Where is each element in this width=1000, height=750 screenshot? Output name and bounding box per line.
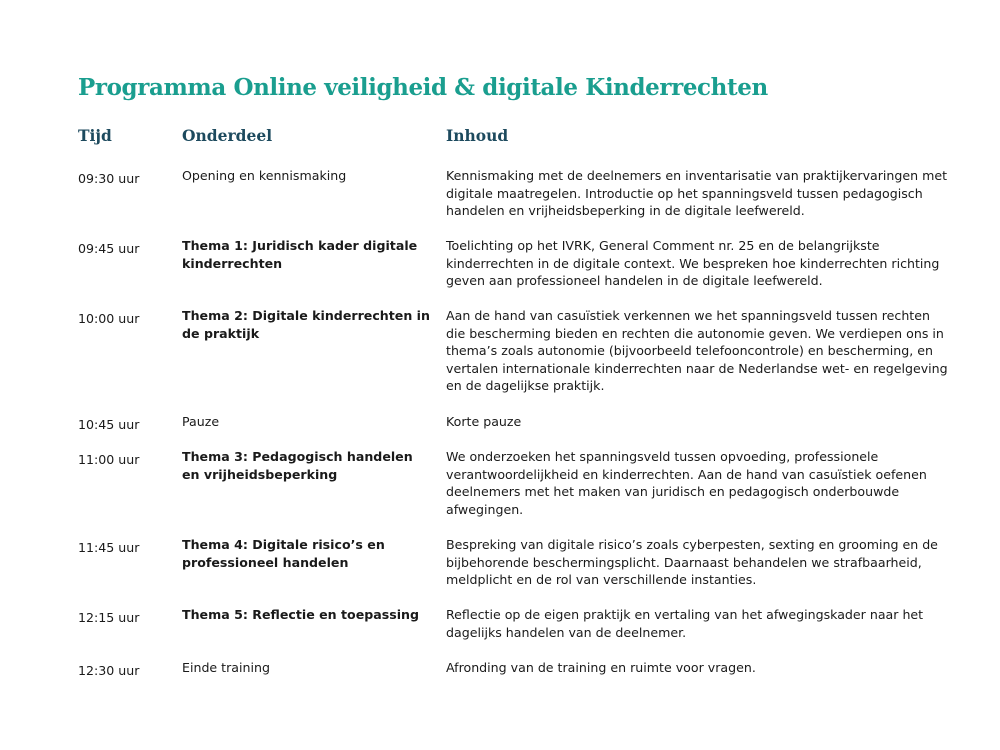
row-time: 11:45 uur	[78, 540, 140, 555]
row-part: Thema 1: Juridisch kader digitale kinderrechten	[182, 238, 418, 271]
row-time: 10:00 uur	[78, 311, 140, 326]
column-header-content: Inhoud	[446, 126, 509, 145]
row-content: Toelichting op het IVRK, General Comment nr. 25 en de belangrijkste kinderrechten in de digitale context. We bespreken hoe kinderrechten richting geven aan professioneel handelen in de digitale leefwereld.	[446, 238, 940, 288]
row-time: 12:30 uur	[78, 663, 140, 678]
column-header-time: Tijd	[78, 126, 112, 145]
row-part: Thema 5: Reflectie en toepassing	[182, 607, 420, 622]
row-time: 09:30 uur	[78, 171, 140, 186]
row-content: Kennismaking met de deelnemers en inventarisatie van praktijkervaringen met digitale maatregelen. Introductie op het spanningsveld tussen pedagogisch handelen en vrijheidsbeperking in de digitale leefwereld.	[446, 168, 948, 218]
row-time: 12:15 uur	[78, 610, 140, 625]
row-time: 10:45 uur	[78, 417, 140, 432]
row-content: Afronding van de training en ruimte voor vragen.	[446, 660, 756, 675]
row-part: Thema 3: Pedagogisch handelen en vrijheidsbeperking	[182, 449, 413, 482]
row-content: We onderzoeken het spanningsveld tussen opvoeding, professionele verantwoordelijkheid en kinderrechten. Aan de hand van casuïstiek oefenen deelnemers met het maken van juridisch en pedagogisch onderbouwde afwegingen.	[446, 449, 927, 517]
row-part: Thema 4: Digitale risico’s en professioneel handelen	[182, 537, 385, 570]
row-content: Korte pauze	[446, 414, 522, 429]
row-part: Einde training	[182, 660, 270, 675]
column-header-part: Onderdeel	[182, 126, 273, 145]
page-title: Programma Online veiligheid & digitale Kinderrechten	[78, 74, 768, 101]
row-part: Opening en kennismaking	[182, 168, 347, 183]
row-time: 11:00 uur	[78, 452, 140, 467]
row-content: Aan de hand van casuïstiek verkennen we het spanningsveld tussen rechten die bescherming bieden en rechten die autonomie geven. We verdiepen ons in thema’s zoals autonomie (bijvoorbeeld telefooncontrole) en bescherming, en vertalen internationale kinderrechten naar de Nederlandse wet- en regelgeving en de dagelijkse praktijk.	[446, 308, 948, 393]
row-content: Bespreking van digitale risico’s zoals cyberpesten, sexting en grooming en de bijbehorende beschermingsplicht. Daarnaast behandelen we strafbaarheid, meldplicht en de rol van verschillende instanties.	[446, 537, 938, 587]
row-part: Thema 2: Digitale kinderrechten in de praktijk	[182, 308, 430, 341]
row-content: Reflectie op de eigen praktijk en vertaling van het afwegingskader naar het dagelijks handelen van de deelnemer.	[446, 607, 924, 640]
row-time: 09:45 uur	[78, 241, 140, 256]
row-part: Pauze	[182, 414, 220, 429]
